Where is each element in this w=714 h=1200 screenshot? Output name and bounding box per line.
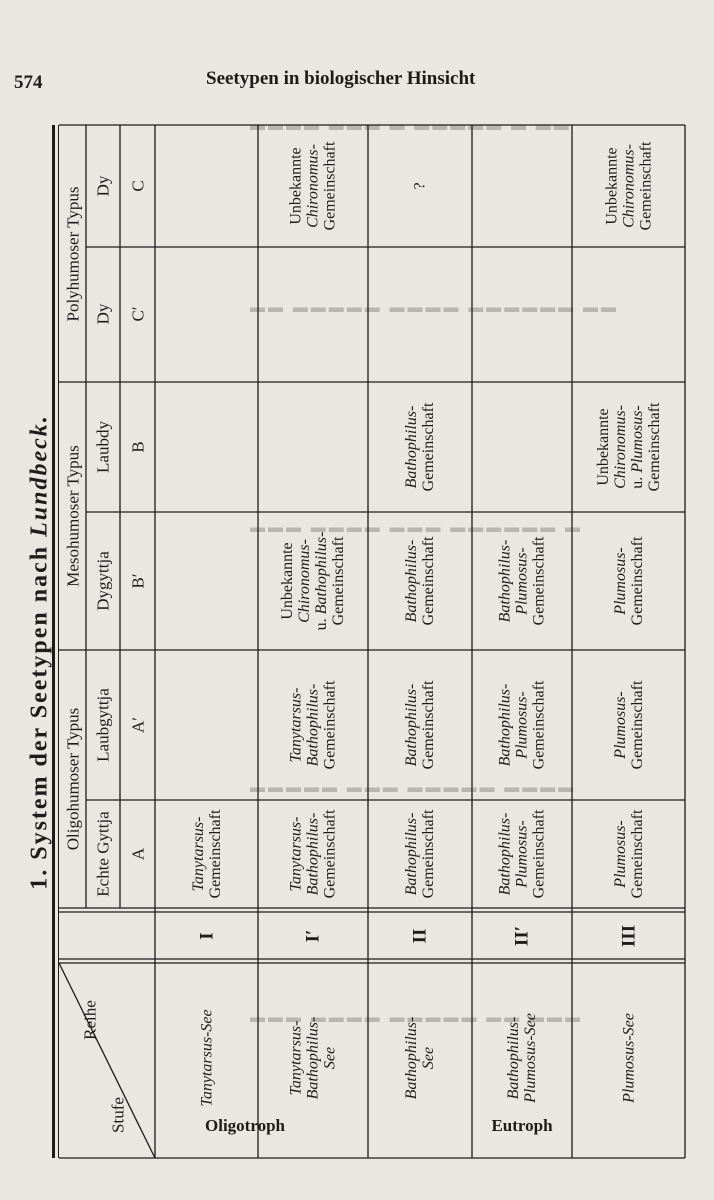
group-header-1: Mesohumoser Typus: [63, 445, 82, 587]
cell-r4-c0: Plumosus- Gemeinschaft: [611, 809, 646, 899]
row-lake-2: Bathophilus- See: [403, 1016, 437, 1100]
row-lake-0: Tanytarsus-See: [198, 1009, 215, 1107]
column-code-1: A′: [128, 717, 147, 733]
row-stage-3: II′: [511, 925, 533, 947]
cell-r1-c1: Tanytarsus- Bathophilus- Gemeinschaft: [287, 680, 339, 770]
table-title-prefix: 1. System der Seetypen nach: [26, 536, 53, 890]
row-stage-2: II: [409, 928, 431, 944]
running-head: Seetypen in biologischer Hinsicht: [206, 68, 476, 89]
subheader-1: Laubgyttja: [93, 688, 113, 762]
corner-stufe: Stufe: [108, 1097, 128, 1133]
column-code-5: C: [128, 180, 147, 192]
trophy-oligotroph: Oligotroph: [205, 1116, 285, 1135]
cell-r1-c5: Unbekannte Chironomus- Gemeinschaft: [287, 141, 339, 231]
column-code-4: C′: [128, 306, 147, 322]
cell-r4-c1: Plumosus- Gemeinschaft: [611, 680, 646, 770]
row-lake-4: Plumosus-See: [620, 1013, 637, 1103]
column-code-2: B′: [128, 573, 147, 589]
cell-r2-c2: Bathophilus- Gemeinschaft: [403, 536, 437, 626]
subheader-2: Dygyttja: [93, 551, 113, 611]
trophy-eutroph: Eutroph: [491, 1116, 553, 1135]
page-number: 574: [14, 72, 43, 93]
cell-r3-c0: Bathophilus- Plumosus- Gemeinschaft: [496, 809, 548, 899]
corner-reihe: Reihe: [80, 1000, 100, 1040]
row-stage-1: I′: [302, 929, 324, 943]
row-stage-4: III: [618, 924, 639, 948]
cell-r2-c3: Bathophilus- Gemeinschaft: [403, 402, 437, 492]
cell-r2-c1: Bathophilus- Gemeinschaft: [403, 680, 437, 770]
cell-r4-c2: Plumosus- Gemeinschaft: [611, 536, 646, 626]
group-header-0: Oligohumoser Typus: [63, 707, 82, 851]
column-code-0: A: [128, 847, 147, 861]
cell-r4-c3: Unbekannte Chironomus- u. Plumosus- Gemeinschaft: [594, 402, 663, 492]
cell-r2-c0: Bathophilus- Gemeinschaft: [403, 809, 437, 899]
cell-r4-c5: Unbekannte Chironomus- Gemeinschaft: [603, 141, 654, 231]
cell-r3-c1: Bathophilus- Plumosus- Gemeinschaft: [496, 680, 548, 770]
row-stage-0: I: [196, 932, 217, 940]
cell-r1-c0: Tanytarsus- Bathophilus- Gemeinschaft: [287, 809, 339, 899]
subheader-3: Laubdy: [93, 421, 113, 473]
row-lake-3: Bathophilus- Plumosus-See: [505, 1013, 539, 1103]
cell-r3-c2: Bathophilus- Plumosus- Gemeinschaft: [496, 536, 548, 626]
cell-r1-c2: Unbekannte Chironomus- u. Bathophilus- Gemeinschaft: [279, 531, 347, 631]
group-header-2: Polyhumoser Typus: [63, 186, 82, 321]
cell-r0-c0: Tanytarsus- Gemeinschaft: [189, 809, 224, 899]
subheader-0: Echte Gyttja: [93, 811, 113, 897]
table-rule: [59, 963, 155, 1158]
table-title-author: Lundbeck.: [26, 414, 53, 537]
subheader-4: Dy: [93, 303, 113, 325]
cell-r2-c5: ?: [411, 182, 429, 190]
subheader-5: Dy: [93, 175, 113, 197]
column-code-3: B: [128, 441, 147, 453]
row-lake-1: Tanytarsus- Bathophilus- See: [287, 1016, 339, 1100]
